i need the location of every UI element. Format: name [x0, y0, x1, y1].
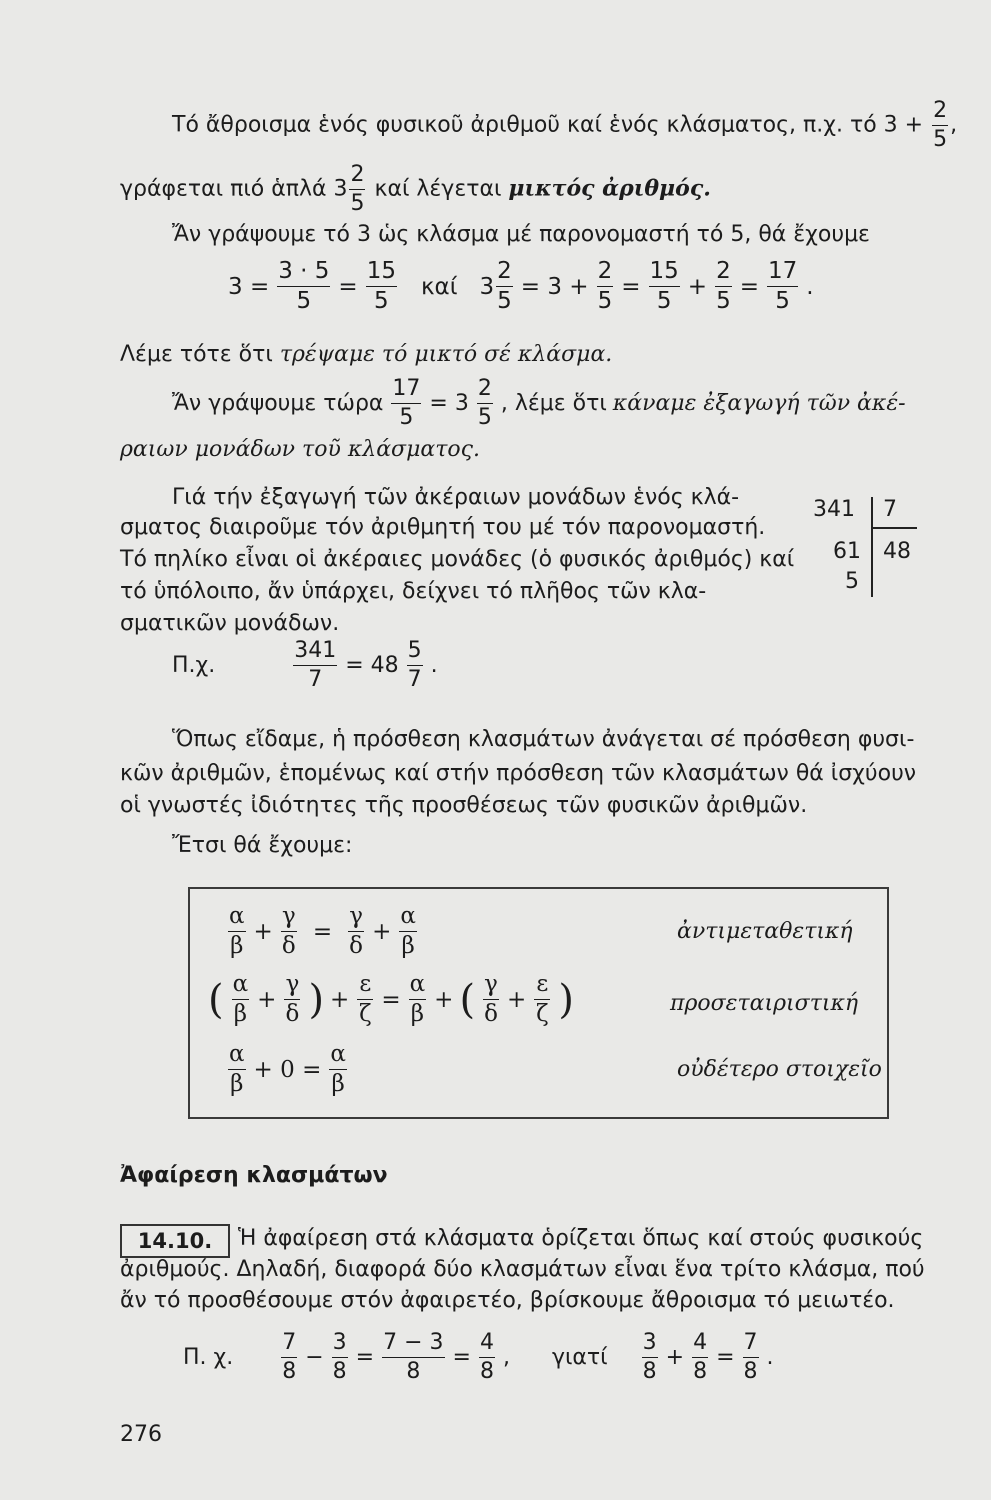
property-name-associative: προσεταιριστική	[670, 991, 859, 1016]
property-commutative: α β + $\frac{\gamma}{\delta}$ = $\frac{\gamma}{\delta}$ + $\frac{\alpha}{\beta}$	[229, 903, 416, 959]
subtraction-line-2: ἀριθμούς. Δηλαδή, διαφορά δύο κλασμάτων εἶναι ἕνα τρίτο κλάσμα, πού	[120, 1257, 925, 1282]
quotient: 48	[883, 539, 911, 564]
para-method-line-5: σματικῶν μονάδων.	[120, 611, 340, 636]
equation-mixed-to-fraction: 3 = $\frac{3 \cdot 5}{5}$ = $\frac{15}{5}$ καί 3 2 5 = 3 + $\frac{2}{5}$ = $\frac{15}{5}$ + $\frac{2}{5}$ = $\frac{17}{5}$ .	[228, 258, 814, 314]
divisor: 7	[883, 497, 897, 522]
fraction: $\frac{2}{5}$	[933, 98, 948, 152]
division-vertical-bar	[871, 497, 873, 597]
para-props-line-4: Ἔτσι θά ἔχουμε:	[172, 833, 353, 858]
division-horizontal-bar	[871, 527, 917, 529]
para-method-line-4: τό ὑπόλοιπο, ἄν ὑπάρχει, δείχνει τό πλῆθος τῶν κλα-	[120, 579, 707, 604]
intro-line-2: γράφεται πιό ἁπλά 3 $\frac{2}{5}$ καί λέγεται μικτός ἀριθμός.	[120, 162, 711, 216]
remainder: 5	[845, 569, 859, 594]
para-props-line-3: οἱ γνωστές ἰδιότητες τῆς προσθέσεως τῶν φυσικῶν ἀριθμῶν.	[120, 793, 808, 818]
fraction: $\frac{2}{5}$	[350, 162, 365, 216]
para-props-line-1: Ὅπως εἴδαμε, ἡ πρόσθεση κλασμάτων ἀνάγεται σέ πρόσθεση φυσι-	[172, 727, 915, 752]
property-associative: ( α β + $\frac{\gamma}{\delta}$ ) + $\frac{\varepsilon}{\zeta}$ = $\frac{\alpha}{\beta}$ + ( γ δ + $\frac{\varepsilon}{\zeta}$ )	[208, 971, 574, 1027]
section-title: Ἀφαίρεση κλασμάτων	[120, 1163, 388, 1188]
para-extract-line-2: ραιων μονάδων τοῦ κλάσματος.	[120, 437, 480, 462]
intro-line-3: Ἄν γράψουμε τό 3 ὡς κλάσμα μέ παρονομαστή τό 5, θά ἔχουμε	[172, 222, 870, 247]
para-convert: Λέμε τότε ὅτι τρέψαμε τό μικτό σέ κλάσμα.	[120, 342, 613, 367]
term-mixed-number: μικτός ἀριθμός.	[508, 175, 711, 202]
para-method-line-3: Τό πηλίκο εἶναι οἱ ἀκέραιες μονάδες (ὁ φυσικός ἀριθμός) καί	[120, 547, 795, 572]
partial-remainder: 61	[833, 539, 861, 564]
property-name-commutative: ἀντιμεταθετική	[677, 919, 853, 944]
subtraction-line-1: Ἡ ἀφαίρεση στά κλάσματα ὁρίζεται ὅπως καί στούς φυσικούς	[238, 1226, 924, 1251]
subtraction-line-3: ἄν τό προσθέσουμε στόν ἀφαιρετέο, βρίσκουμε ἄθροισμα τό μειωτέο.	[120, 1288, 895, 1313]
intro-line-1: Τό ἄθροισμα ἑνός φυσικοῦ ἀριθμοῦ καί ἑνός κλάσματος, π.χ. τό 3 + $\frac{2}{5}$ ,	[172, 98, 958, 152]
dividend: 341	[813, 497, 855, 522]
example-1: Π.χ. $\frac{341}{7}$ = 48 5 7 .	[172, 638, 438, 692]
section-number-tag: 14.10.	[120, 1224, 230, 1258]
property-identity: α β + 0 = $\frac{\alpha}{\beta}$	[229, 1041, 346, 1097]
para-method-line-1: Γιά τήν ἐξαγωγή τῶν ἀκέραιων μονάδων ἑνός κλά-	[172, 485, 740, 510]
property-name-identity: οὐδέτερο στοιχεῖο	[677, 1057, 882, 1082]
para-extract-line-1: Ἄν γράψουμε τώρα $\frac{17}{5}$ = 3 2 5 , λέμε ὅτι κάναμε ἐξαγωγή τῶν ἀκέ-	[172, 376, 906, 430]
example-2: Π. χ. 7 8 − $\frac{3}{8}$ = $\frac{7 - 3}{8}$ = $\frac{4}{8}$ , γιατί 3 8 + $\frac{4}{8}$ = $\frac{7}{8}$ .	[183, 1330, 774, 1384]
page-number: 276	[120, 1422, 162, 1447]
para-props-line-2: κῶν ἀριθμῶν, ἑπομένως καί στήν πρόσθεση τῶν κλασμάτων θά ἰσχύουν	[120, 761, 917, 786]
para-method-line-2: σματος διαιροῦμε τόν ἀριθμητή του μέ τόν παρονομαστή.	[120, 515, 766, 540]
